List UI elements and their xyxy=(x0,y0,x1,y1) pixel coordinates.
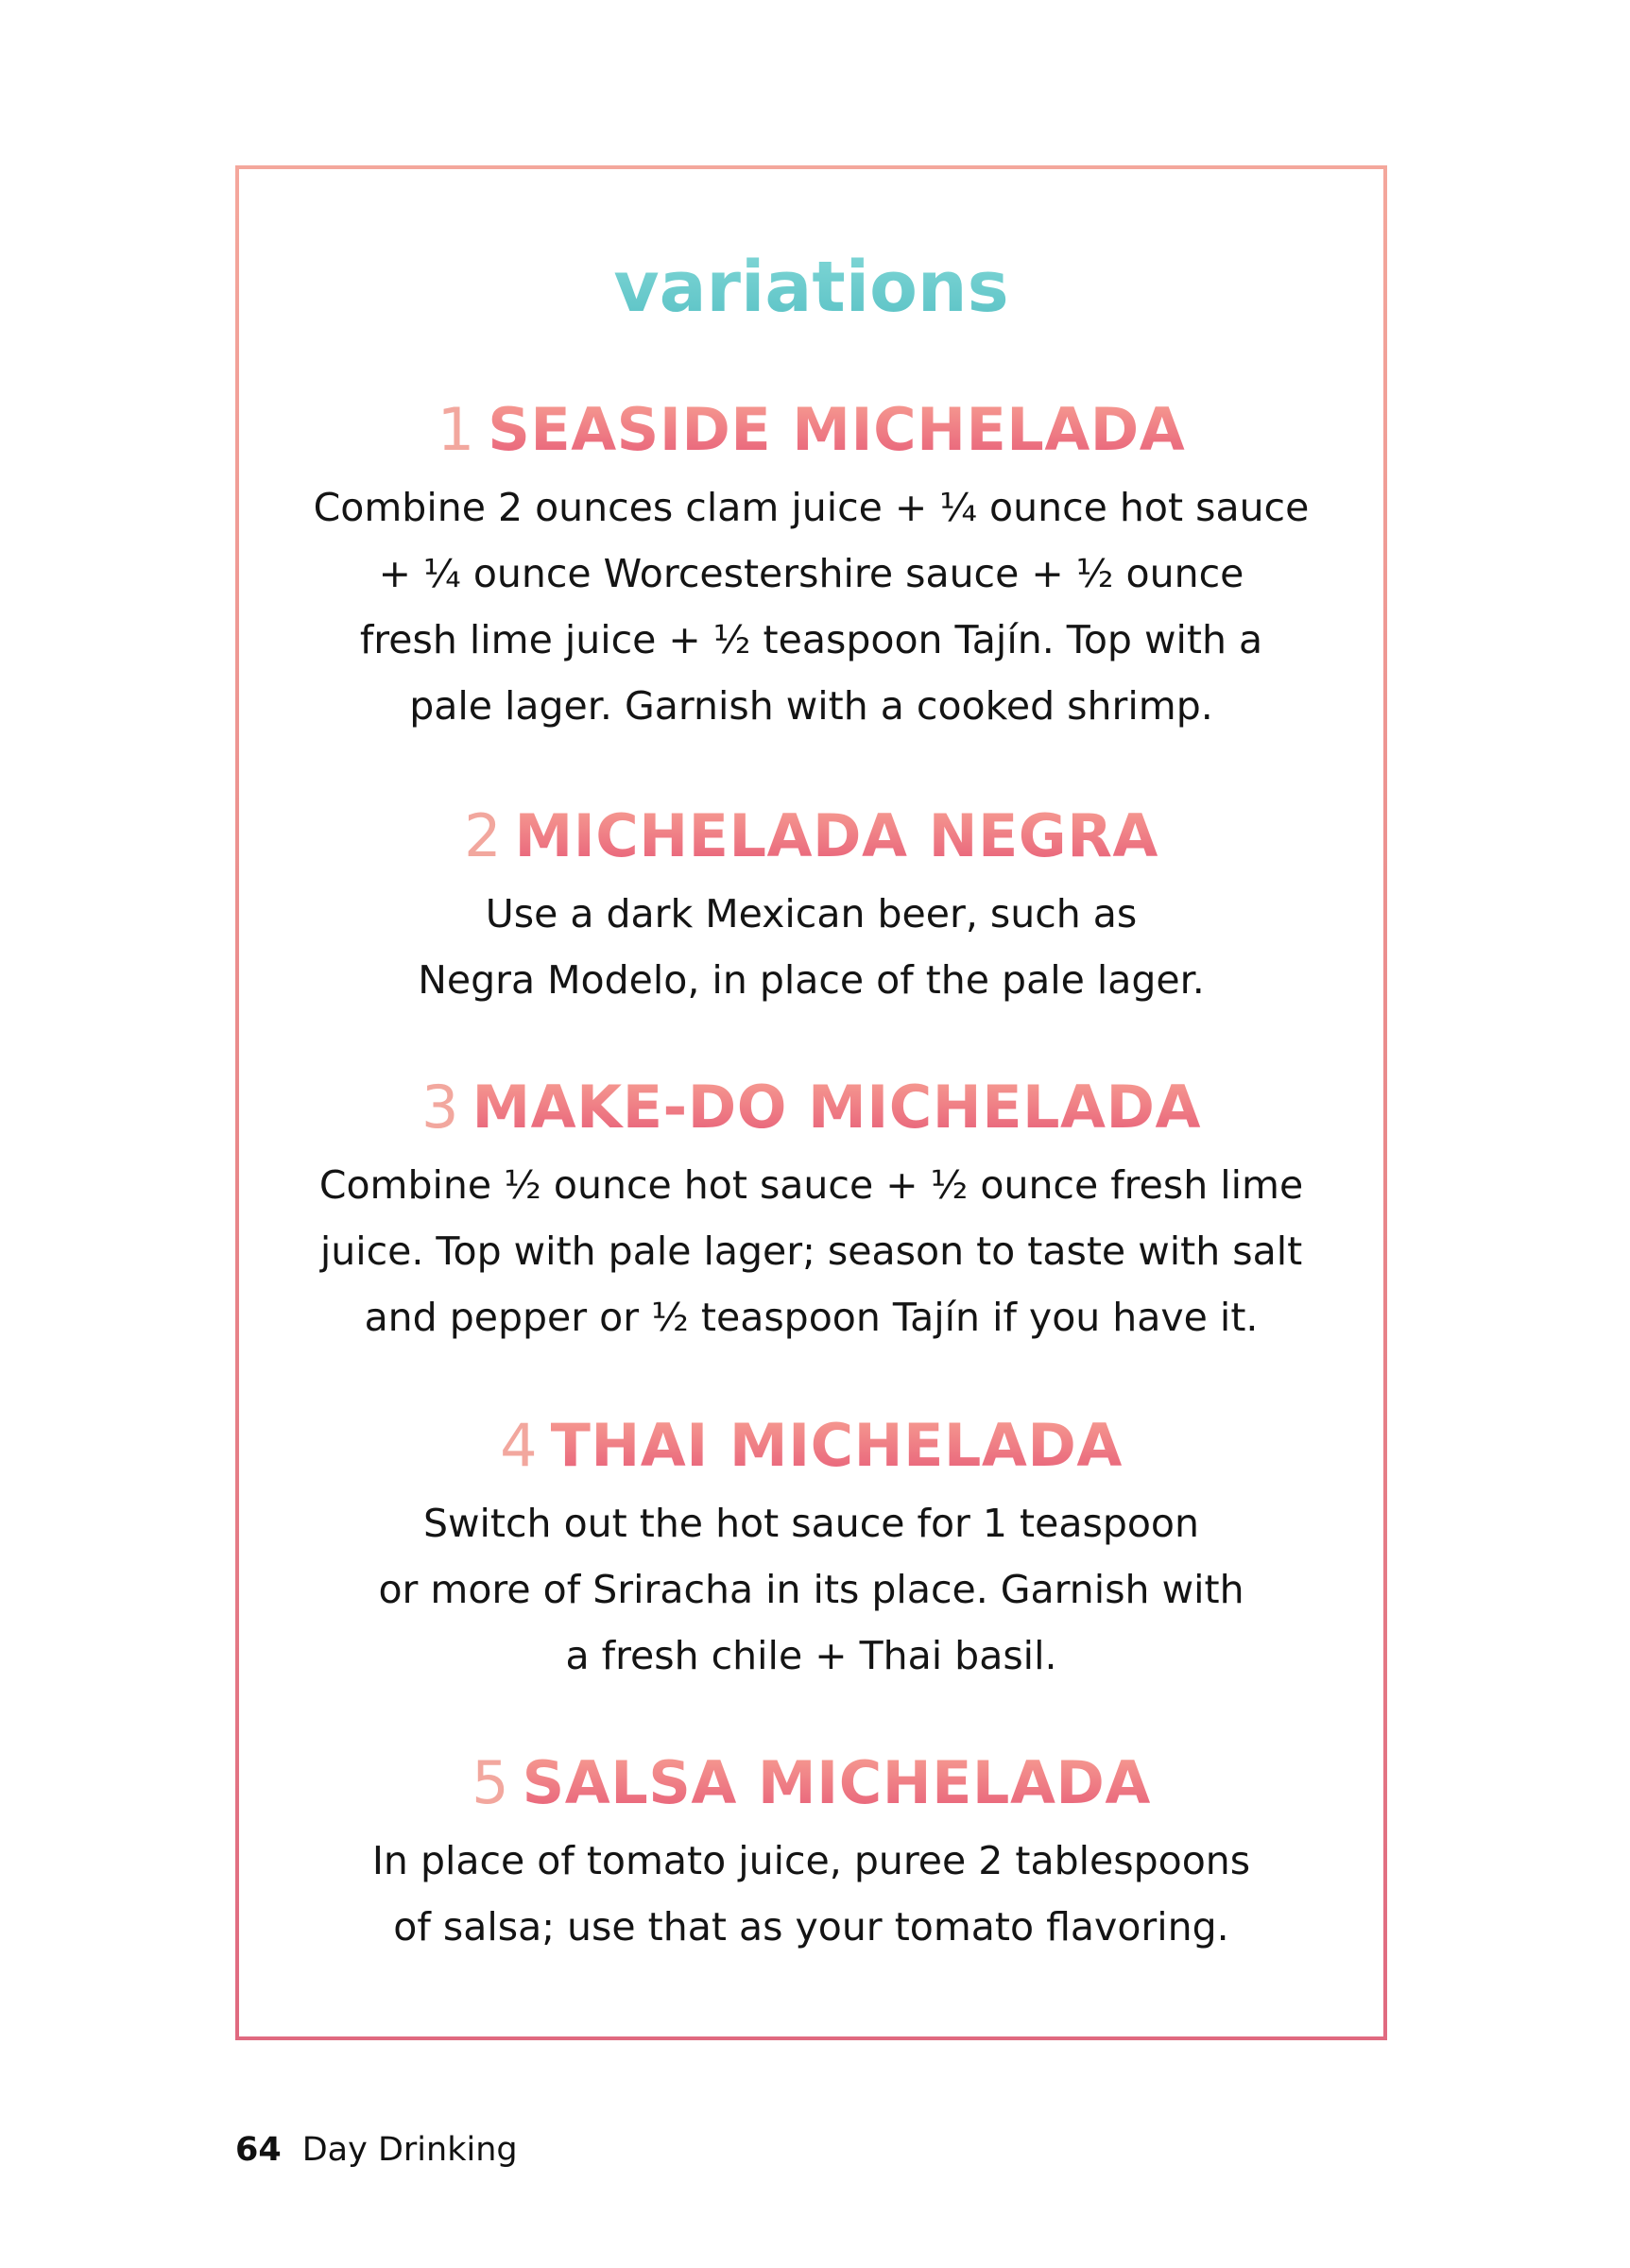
variation-number: 5 xyxy=(472,1748,509,1817)
description-line: of salsa; use that as your tomato flavoring. xyxy=(393,1904,1229,1950)
variation-item xyxy=(239,1073,1383,1350)
variation-heading xyxy=(239,1411,1383,1480)
description-line: or more of Sriracha in its place. Garnish with xyxy=(378,1567,1244,1612)
section-title: variations xyxy=(239,252,1383,322)
variation-name: THAI MICHELADA xyxy=(550,1411,1123,1480)
variation-number: 4 xyxy=(500,1411,538,1480)
description-line: Combine 2 ounces clam juice + ¼ ounce hot sauce xyxy=(313,485,1310,530)
page-number: 64 xyxy=(235,2131,282,2169)
variation-name: SALSA MICHELADA xyxy=(522,1748,1151,1817)
variation-heading xyxy=(239,395,1383,464)
variation-description xyxy=(239,1490,1383,1689)
variation-heading xyxy=(239,1748,1383,1817)
variation-item xyxy=(239,1411,1383,1689)
variation-item xyxy=(239,801,1383,1013)
variation-heading xyxy=(239,801,1383,870)
book-title: Day Drinking xyxy=(301,2131,518,2169)
variation-description xyxy=(239,881,1383,1013)
variation-heading xyxy=(239,1073,1383,1142)
variation-name: MAKE-DO MICHELADA xyxy=(472,1073,1201,1142)
description-line: Switch out the hot sauce for 1 teaspoon xyxy=(422,1501,1200,1546)
variation-description xyxy=(239,1828,1383,1960)
page-footer xyxy=(235,2131,518,2169)
description-line: juice. Top with pale lager; season to taste with salt xyxy=(319,1228,1303,1274)
description-line: Combine ½ ounce hot sauce + ½ ounce fresh lime xyxy=(318,1162,1304,1208)
variation-name: MICHELADA NEGRA xyxy=(514,801,1158,870)
description-line: a fresh chile + Thai basil. xyxy=(565,1633,1057,1678)
description-line: Use a dark Mexican beer, such as xyxy=(485,891,1138,936)
variation-item xyxy=(239,1748,1383,1960)
description-line: + ¼ ounce Worcestershire sauce + ½ ounce xyxy=(378,551,1244,596)
variation-name: SEASIDE MICHELADA xyxy=(488,395,1186,464)
description-line: and pepper or ½ teaspoon Tajín if you have it. xyxy=(364,1295,1259,1340)
description-line: pale lager. Garnish with a cooked shrimp. xyxy=(409,683,1213,729)
description-line: fresh lime juice + ½ teaspoon Tajín. Top with a xyxy=(359,617,1263,662)
description-line: Negra Modelo, in place of the pale lager. xyxy=(418,957,1205,1003)
variation-number: 2 xyxy=(464,801,502,870)
variation-description xyxy=(239,1152,1383,1350)
description-line: In place of tomato juice, puree 2 tablespoons xyxy=(371,1838,1251,1883)
variations-box xyxy=(235,165,1387,2040)
variation-number: 3 xyxy=(421,1073,459,1142)
variation-number: 1 xyxy=(437,395,475,464)
variation-item xyxy=(239,395,1383,739)
variation-description xyxy=(239,474,1383,739)
